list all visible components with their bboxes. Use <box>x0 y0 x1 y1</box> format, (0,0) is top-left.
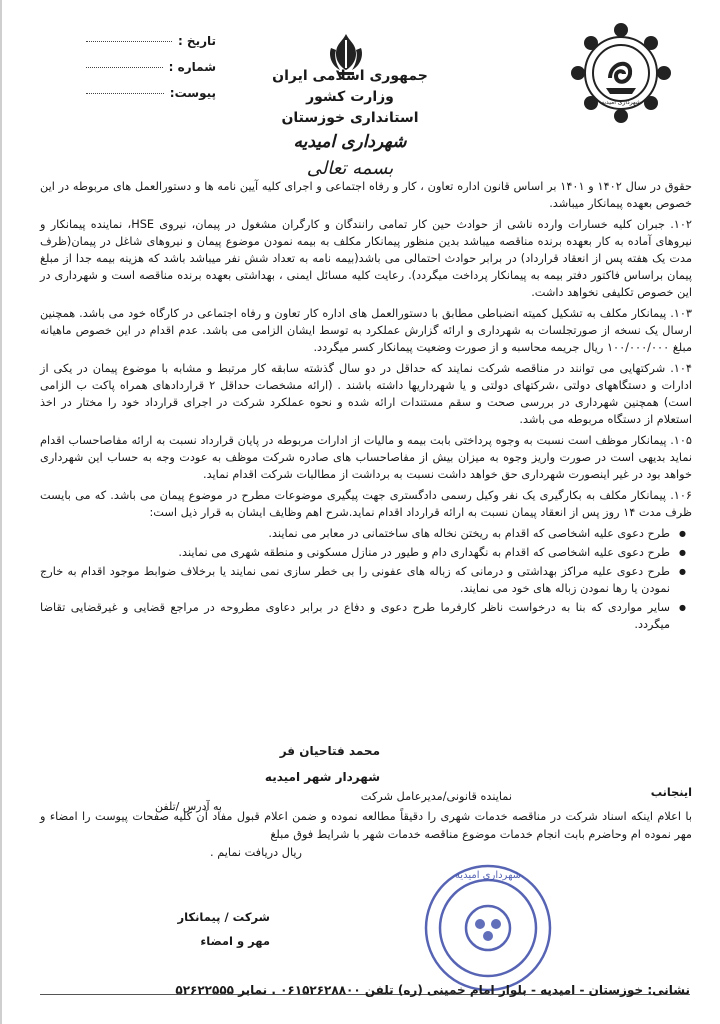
declaration-body <box>40 808 692 862</box>
letter-meta <box>86 28 216 106</box>
clause-104: ۱۰۴. شرکتهایی می توانند در مناقصه شرکت نمایند که حداقل در دو سال گذشته سابقه کار مرتبط و مشابه با موضوع پیمان در یکی از ادارات و دستگاههای دولتی ،شرکتهای دولتی و یا شهرداریها داشته باشند . (ارائه مشخصات حداقل ۲ قراردادهای همراه پاکت ب الزامی است) همچنین شهرداری در بررسی صحت و سقم مستندات ارائه شده و نحوه عملکرد شرکت در اجرای قرارداد خود را مختار در اخذ استعلام از دستگاه مربوطه می باشد. <box>40 362 692 426</box>
declaration-intro: اینجانب <box>650 786 692 799</box>
list-item: ● طرح دعوی علیه اشخاصی که اقدام به نگهداری دام و طیور در منازل مسکونی و منطقه شهری می نمایند. <box>40 544 670 561</box>
org-line-ministry: وزارت کشور <box>306 89 394 105</box>
list-item: ● سایر مواردی که بنا به درخواست ناظر کارفرما طرح دعوی و دفاع در برابر دعاوی مطروحه در مراجع قضایی و غیرقضایی تقاضا میگردد. <box>40 599 670 633</box>
stamp-text: شهرداری امیدیه <box>454 870 522 881</box>
clause-105: ۱۰۵. پیمانکار موظف است نسبت به وجوه پرداختی بابت بیمه و مالیات از ادارات مربوطه در پایان قرارداد نسبت به ارائه مفاصاحساب اقدام نماید بدیهی است در صورت واریز وجوه به میزان بیش از مفاصاحساب های صادره شرکت موظف به عودت وجه به حساب این شهرداری خواهد بود در غیر اینصورت شهرداری حق خواهد داشت نسبت به برداشت از مطالبات شرکت اقدام نماید. <box>40 434 692 481</box>
mayor-title: شهردار شهر امیدیه <box>264 770 380 784</box>
number-row <box>86 54 216 80</box>
declaration-address-label: به آدرس /تلفن <box>155 800 222 813</box>
declaration-rep-label: نماینده قانونی/مدیرعامل شرکت <box>360 790 512 803</box>
date-row <box>86 28 216 54</box>
bismillah: بسمه تعالی <box>306 158 394 179</box>
clause-106: ۱۰۶. پیمانکار مکلف به بکارگیری یک نفر وکیل رسمی دادگستری جهت پیگیری موضوعات مطرح در موضوع پیمان می باشد. که می بایست ظرف مدت ۱۴ روز پس از انعقاد پیمان نسبت به ارائه قرارداد اقدام نماید.شرح اهم وظایف ایشان به قرار ذیل است: <box>40 489 692 519</box>
org-title-block <box>200 66 500 155</box>
clause-102: ۱۰۲. جبران کلیه خسارات وارده ناشی از حوادث حین کار تمامی رانندگان و کارگران مشغول در پیمان، نیروی HSE، نماینده پیمانکار و نیروهای آماده به کار بعهده برنده مناقصه میباشد بدین منظور پیمانکار مکلف به بیمه نمودن موضوع پیمان و نیروهای شاغل در پیمان(ظرف مدت یک هفته پس از انعقاد قرارداد) در برابر حوادث احتمالی می باشد(بیمه نامه به تعداد شش نفر میباشد باشد که هزینه بیمه جدا از مبلغ پیمان براساس فاکتور دفتر بیمه به پیمانکار پرداخت میگردد). رعایت کلیه مسائل ایمنی ، بهداشتی بعهده برنده مناقصه است و شهرداری در این خصوص تکلیفی نخواهد داشت. <box>40 218 692 299</box>
contractor-signature-block <box>150 905 270 953</box>
lawyer-duties-list <box>40 525 692 633</box>
mayor-signature-block <box>220 738 380 790</box>
attachment-row <box>86 80 216 106</box>
letter-body <box>40 178 692 635</box>
number-line <box>86 66 163 68</box>
seal-label: مهر و امضاء <box>200 934 270 948</box>
company-label: شرکت / پیمانکار <box>177 910 270 924</box>
official-stamp-icon <box>418 858 558 998</box>
attachment-label: پیوست: <box>169 86 216 100</box>
declaration-text-end: ریال دریافت نمایم . <box>210 846 302 859</box>
attachment-line <box>86 92 164 94</box>
org-line-country: جمهوری اسلامی ایران <box>272 68 428 84</box>
date-line <box>86 40 172 42</box>
scan-edge <box>0 0 2 1024</box>
mayor-name: محمد فتاحیان فر <box>279 744 380 758</box>
footer-address: نشانی: خوزستان - امیدیه - بلوار امام خمینی (ره) تلفن ۰۶۱۵۲۶۲۸۸۰۰ . نمابر ۵۲۶۲۲۵۵۵ <box>175 983 690 997</box>
clause-103: ۱۰۳. پیمانکار مکلف به تشکیل کمیته انضباطی مطابق با دستورالعمل های اداره کار تعاون و رفاه اجتماعی در کارگاه خود می باشد. همچنین ارسال یک نسخه از صورتجلسات به شهرداری و ارائه گزارش عملکرد به توسط ایشان الزامی می باشد. عدم اقدام در این خصوص ماهیانه مبلغ ۱۰۰/۰۰۰/۰۰۰ ریال جریمه محاسبه و از صورت وضعیت پیمانکار کسر میگردد. <box>40 307 692 354</box>
number-label: شماره : <box>168 60 216 74</box>
municipality-logo-icon <box>566 18 676 128</box>
org-line-municipality: شهرداری امیدیه <box>293 132 407 152</box>
declaration-text: با اعلام اینکه اسناد شرکت در مناقصه خدمات شهری را دقیقاً مطالعه نموده و ضمن اعلام قبول مفاد آن کلیه صفحات پیوست را امضاء و مهر نموده ام وحاضرم بابت انجام خدمات موضوع مناقصه خدمات شهر با شرایط فوق مبلغ <box>40 810 692 841</box>
list-item: ● طرح دعوی علیه مراکز بهداشتی و درمانی که زباله های عفونی را بی خطر سازی نمی نمایند یا برخلاف ضوابط موجود اقدام به خارج نمودن یا رها نمودن زباله های خود می نمایند. <box>40 563 670 597</box>
date-label: تاریخ : <box>177 34 216 48</box>
intro-paragraph: حقوق در سال ۱۴۰۲ و ۱۴۰۱ بر اساس قانون اداره تعاون ، کار و رفاه اجتماعی و اجرای کلیه آیین نامه ها و دستورالعمل های مربوطه در این خصوص بعهده پیمانکار میباشد. <box>40 180 692 210</box>
list-item: ● طرح دعوی علیه اشخاصی که اقدام به ریختن نخاله های ساختمانی در معابر می نمایند. <box>40 525 670 542</box>
org-line-province: استانداری خوزستان <box>281 110 419 126</box>
logo-caption: شهرداری امیدیه <box>601 99 641 106</box>
